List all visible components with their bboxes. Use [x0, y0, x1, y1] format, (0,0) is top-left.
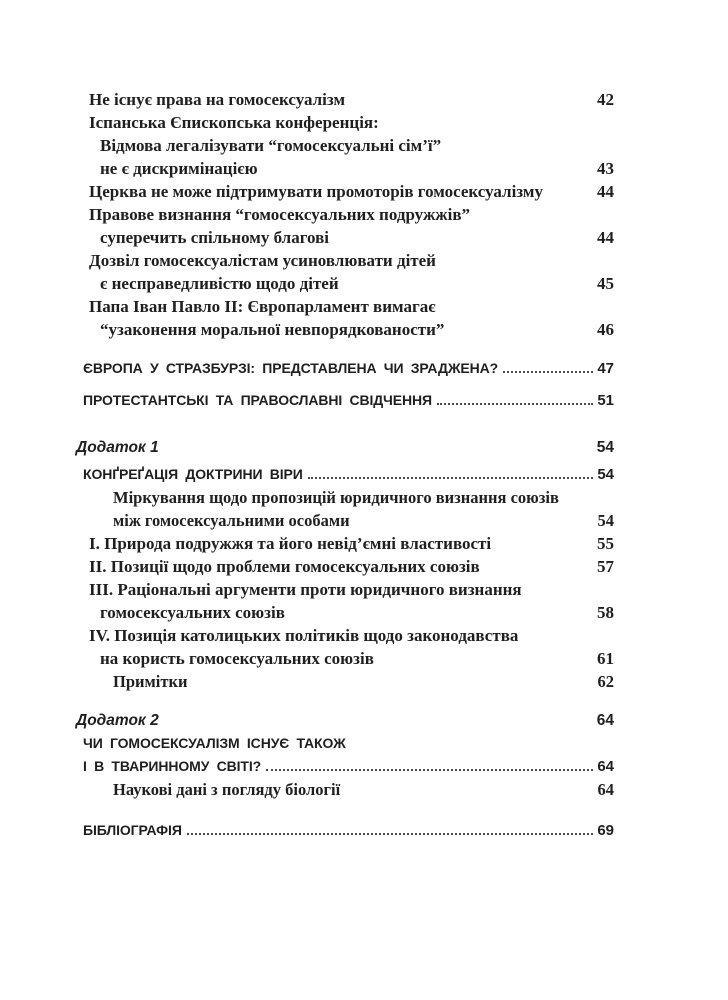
toc-entry-row [100, 318, 614, 341]
toc-page-number: 51 [597, 392, 614, 409]
dot-leader [266, 769, 593, 771]
toc-chapter-title: КОНҐРЕҐАЦІЯ ДОКТРИНИ ВІРИ [83, 466, 303, 482]
toc-entry-row [113, 670, 614, 693]
toc-chapter-row [83, 463, 614, 486]
toc-page-number: 44 [597, 228, 614, 247]
toc-entry-text: між гомосексуальними особами [113, 511, 350, 530]
toc-entry-row [89, 532, 614, 555]
toc-entry-text: на користь гомосексуальних союзів [100, 649, 374, 668]
toc-chapter-title: ПРОТЕСТАНТСЬКІ ТА ПРАВОСЛАВНІ СВІДЧЕННЯ [83, 392, 432, 408]
toc-entry-text: Примітки [113, 672, 188, 691]
toc-entry-text: гомосексуальних союзів [100, 603, 285, 622]
toc-entry-row [100, 647, 614, 670]
toc-entry-text: Папа Іван Павло II: Європарламент вимагає [89, 297, 436, 316]
toc-appendix-label: Додаток 1 [76, 439, 159, 456]
toc-entry-text: II. Позиції щодо проблеми гомосексуальних союзів [89, 557, 480, 576]
toc-entry-text: є несправедливістю щодо дітей [100, 274, 339, 293]
toc-entry-text: “узаконення моральної невпорядкованости” [100, 320, 445, 339]
toc-page-number: 57 [597, 557, 614, 576]
toc-page-number: 47 [597, 360, 614, 377]
toc-page-number: 42 [597, 90, 614, 109]
toc-entry-row [100, 157, 614, 180]
toc-entry-text: не є дискримінацією [100, 159, 258, 178]
toc-entry-row [100, 134, 614, 157]
toc-page-number: 54 [597, 511, 614, 530]
toc-chapter-row [83, 389, 614, 412]
toc-entry-row [89, 111, 614, 134]
toc-entry-row [89, 578, 614, 601]
toc-page-number: 69 [597, 822, 614, 839]
toc-chapter-row [83, 755, 614, 778]
toc-entry-text: суперечить спільному благові [100, 228, 329, 247]
toc-page-number: 58 [597, 603, 614, 622]
toc-chapter-row [83, 732, 614, 755]
toc-page-number: 46 [597, 320, 614, 339]
toc-page-number: 64 [597, 780, 614, 799]
dot-leader [437, 403, 593, 405]
toc-entry-row [89, 203, 614, 226]
toc-entry-text: Відмова легалізувати “гомосексуальні сім’ї” [100, 136, 442, 155]
toc-entry-row [113, 778, 614, 801]
toc-page-number: 45 [597, 274, 614, 293]
toc-page-number: 43 [597, 159, 614, 178]
toc-page-number: 61 [597, 649, 614, 668]
toc-page-number: 44 [597, 182, 614, 201]
toc-entry-row [100, 601, 614, 624]
dot-leader [503, 371, 593, 373]
toc-chapter-title: БІБЛІОГРАФІЯ [83, 822, 182, 838]
toc-page-number: 64 [596, 712, 614, 729]
dot-leader [308, 477, 594, 479]
toc-entry-text: Церква не може підтримувати промоторів гомосексуалізму [89, 182, 543, 201]
toc-chapter-row [83, 819, 614, 842]
toc-entry-row [89, 249, 614, 272]
toc-appendix-row [76, 709, 614, 732]
toc-entry-row [113, 486, 614, 509]
toc-entry-row [89, 555, 614, 578]
toc-entry-row [100, 272, 614, 295]
toc-entry-row [89, 295, 614, 318]
toc-entry-text: Міркування щодо пропозицій юридичного визнання союзів [113, 488, 559, 507]
toc-entry-text: Правове визнання “гомосексуальних подружжів” [89, 205, 471, 224]
toc-chapter-title: І В ТВАРИННОМУ СВІТІ? [83, 758, 262, 774]
toc-entry-row [100, 226, 614, 249]
toc-entry-text: Не існує права на гомосексуалізм [89, 90, 346, 109]
toc-entry-row [89, 88, 614, 111]
toc-entry-text: Наукові дані з погляду біології [113, 780, 341, 799]
toc-entry-text: Дозвіл гомосексуалістам усиновлювати дітей [89, 251, 436, 270]
dot-leader [187, 833, 594, 835]
toc-page-number: 62 [597, 672, 614, 691]
toc-page-number: 54 [596, 439, 614, 456]
toc-entry-row [89, 624, 614, 647]
toc-entry-text: III. Раціональні аргументи проти юридичного визнання [89, 580, 522, 599]
toc-page-number: 64 [597, 758, 614, 775]
toc-entry-text: Іспанська Єпископська конференція: [89, 113, 379, 132]
toc-chapter-title: ЄВРОПА У СТРАЗБУРЗІ: ПРЕДСТАВЛЕНА ЧИ ЗРАДЖЕНА? [83, 360, 499, 376]
toc-appendix-row [76, 436, 614, 459]
toc-chapter-row [83, 357, 614, 380]
toc-entry-row [113, 509, 614, 532]
toc-appendix-label: Додаток 2 [76, 712, 159, 729]
toc-entry-text: I. Природа подружжя та його невід’ємні властивості [89, 534, 492, 553]
toc-page-number: 55 [597, 534, 614, 553]
toc-entry-text: IV. Позиція католицьких політиків щодо законодавства [89, 626, 519, 645]
toc-entry-row [89, 180, 614, 203]
toc-page-number: 54 [597, 466, 614, 483]
toc-chapter-title: ЧИ ГОМОСЕКСУАЛІЗМ ІСНУЄ ТАКОЖ [83, 735, 346, 751]
